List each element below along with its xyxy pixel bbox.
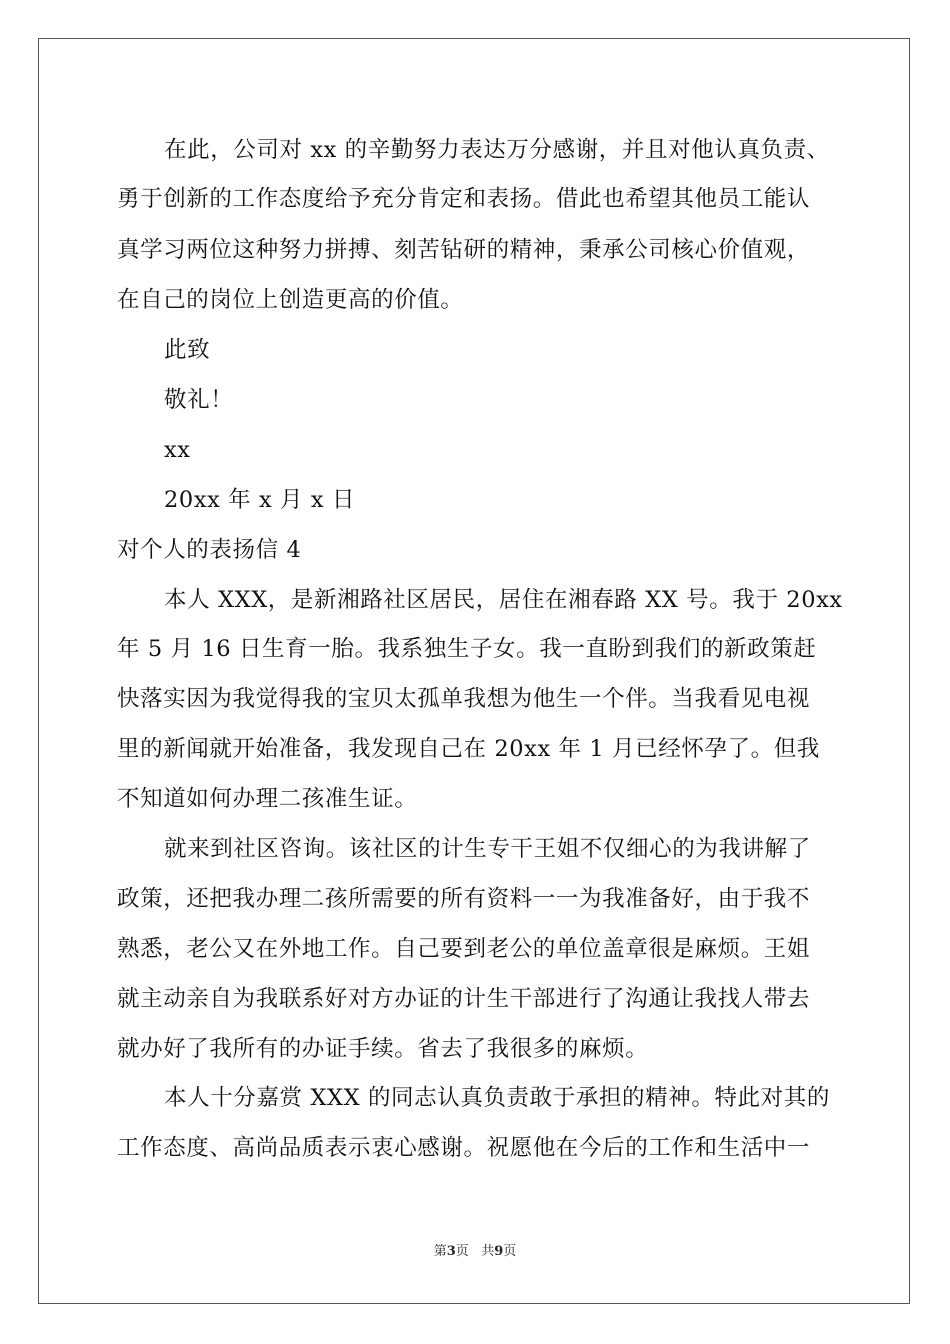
closing-salutation: 此致: [164, 337, 211, 363]
paragraph-line: 政策，还把我办理二孩所需要的所有资料一一为我准备好，由于我不: [117, 886, 811, 912]
paragraph-line: 本人十分嘉赏 XXX 的同志认真负责敢于承担的精神。特此对其的: [164, 1085, 830, 1111]
paragraph-line: 在自己的岗位上创造更高的价值。: [117, 287, 464, 313]
section-title: 对个人的表扬信 4: [117, 537, 302, 563]
paragraph-line: 熟悉，老公又在外地工作。自己要到老公的单位盖章很是麻烦。王姐: [117, 936, 811, 962]
page-total-prefix: 共: [481, 1244, 495, 1259]
paragraph-line: 就办好了我所有的办证手续。省去了我很多的麻烦。: [117, 1036, 649, 1062]
paragraph-line: 不知道如何办理二孩准生证。: [117, 786, 418, 812]
paragraph-line: 工作态度、高尚品质表示衷心感谢。祝愿他在今后的工作和生活中一: [117, 1135, 811, 1161]
page-number-current: 3: [446, 1244, 456, 1259]
page-total: 9: [494, 1244, 504, 1259]
signature-name: xx: [164, 437, 191, 463]
paragraph-line: 真学习两位这种努力拼搏、刻苦钻研的精神，秉承公司核心价值观，: [117, 237, 811, 263]
paragraph-line: 里的新闻就开始准备，我发现自己在 20xx 年 1 月已经怀孕了。但我: [117, 736, 820, 762]
page-number-suffix: 页: [455, 1244, 469, 1259]
paragraph-line: 快落实因为我觉得我的宝贝太孤单我想为他生一个伴。当我看见电视: [117, 686, 811, 712]
signature-date: 20xx 年 x 月 x 日: [164, 487, 356, 513]
closing-regards: 敬礼！: [164, 387, 234, 413]
paragraph-line: 勇于创新的工作态度给予充分肯定和表扬。借此也希望其他员工能认: [117, 186, 811, 212]
page-number-prefix: 第: [433, 1244, 447, 1259]
paragraph-line: 在此，公司对 xx 的辛勤努力表达万分感谢，并且对他认真负责、: [164, 137, 830, 163]
paragraph-line: 就主动亲自为我联系好对方办证的计生干部进行了沟通让我找人带去: [117, 986, 811, 1012]
paragraph-line: 就来到社区咨询。该社区的计生专干王姐不仅细心的为我讲解了: [164, 836, 811, 862]
page-footer: [0, 1244, 950, 1260]
paragraph-line: 年 5 月 16 日生育一胎。我系独生子女。我一直盼到我们的新政策赶: [117, 636, 817, 662]
page-border: [38, 38, 910, 1304]
page-total-suffix: 页: [503, 1244, 517, 1259]
paragraph-line: 本人 XXX，是新湘路社区居民，居住在湘春路 XX 号。我于 20xx: [164, 587, 843, 613]
